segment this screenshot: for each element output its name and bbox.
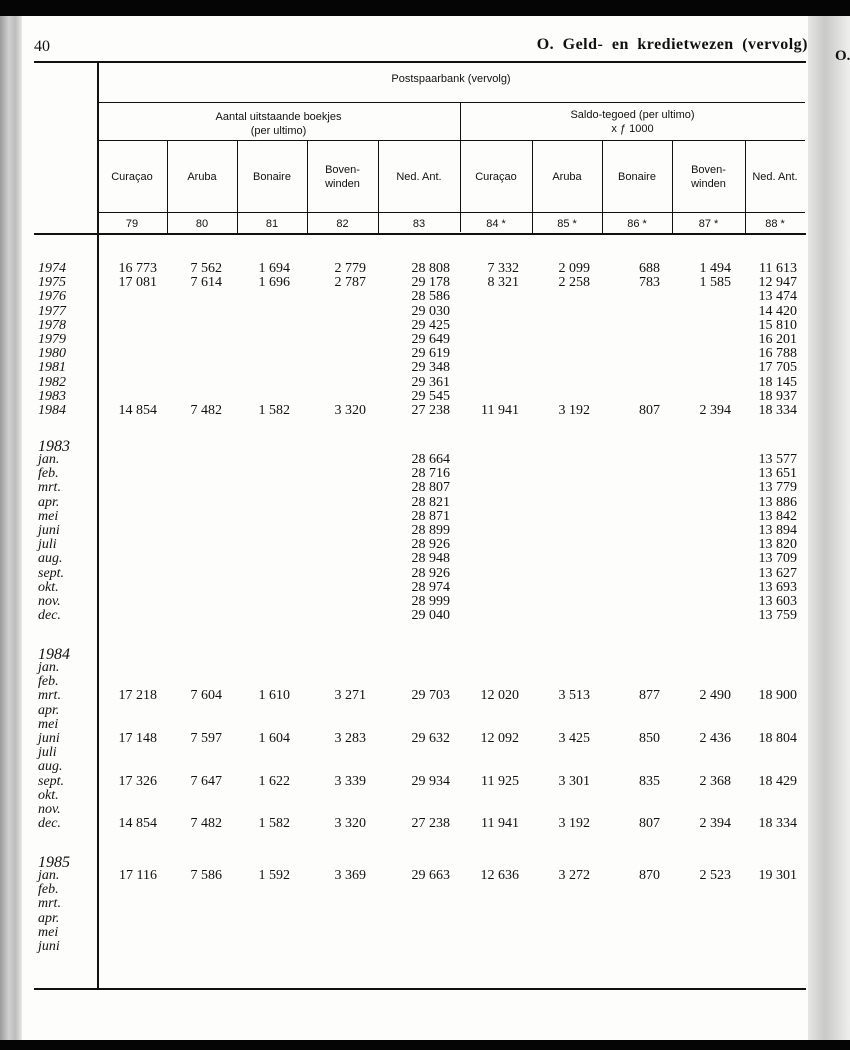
- table-cell: 11 925: [481, 773, 519, 789]
- table-cell: 12 020: [480, 688, 519, 704]
- table-cell: 29 178: [411, 275, 450, 291]
- table-cell: 3 369: [334, 868, 366, 883]
- table-cell: 13 894: [758, 523, 797, 538]
- table-cell: 18 900: [758, 688, 797, 704]
- table-cell: 14 854: [118, 403, 157, 418]
- column-header: Boven- winden: [691, 164, 726, 190]
- table-cell: 28 808: [411, 261, 450, 276]
- row-label: feb.: [38, 674, 59, 690]
- table-cell: 28 974: [411, 579, 450, 595]
- table-cell: 18 429: [758, 773, 797, 789]
- table-cell: 27 238: [411, 403, 450, 418]
- table-cell: 29 632: [411, 731, 450, 746]
- column-number: 80: [195, 218, 209, 230]
- group-label-line2: x ƒ 1000: [611, 123, 654, 135]
- table-cell: 29 348: [411, 360, 450, 376]
- column-header: Aruba: [552, 171, 582, 183]
- table-cell: 2 787: [334, 275, 366, 291]
- next-page-heading: O.: [835, 48, 850, 64]
- rule: [97, 212, 805, 213]
- table-cell: 29 040: [411, 608, 450, 624]
- row-label: feb.: [38, 466, 59, 482]
- column-header: Boven- winden: [325, 164, 360, 190]
- table-cell: 16 773: [118, 261, 157, 276]
- table-cell: 28 664: [411, 452, 450, 467]
- table-cell: 7 604: [190, 688, 222, 704]
- column-header: Curaçao: [111, 171, 153, 183]
- table-cell: 7 614: [190, 275, 222, 291]
- row-label: 1980: [38, 346, 66, 362]
- table-cell: 13 474: [758, 289, 797, 305]
- column-number: 88 *: [765, 218, 785, 230]
- table-cell: 13 693: [758, 579, 797, 595]
- table-cell: 28 926: [411, 565, 450, 581]
- table-cell: 3 271: [334, 688, 366, 704]
- table-cell: 1 585: [699, 275, 731, 291]
- table-cell: 29 425: [411, 317, 450, 333]
- table-cell: 807: [639, 403, 660, 418]
- table-cell: 18 145: [758, 374, 797, 390]
- section-year-heading: 1984: [38, 646, 70, 663]
- table-cell: 14 854: [118, 816, 157, 832]
- table-cell: 870: [639, 868, 660, 883]
- table-cell: 1 582: [258, 403, 290, 418]
- column-header: Aruba: [187, 171, 217, 183]
- group-header-saldo: [460, 108, 805, 136]
- table-cell: 1 604: [258, 731, 290, 746]
- row-label: 1975: [38, 275, 66, 291]
- row-label: mei: [38, 508, 59, 524]
- rule: [97, 102, 805, 103]
- row-label: apr.: [38, 702, 60, 718]
- table-cell: 688: [639, 261, 660, 276]
- row-label: mrt.: [38, 480, 61, 496]
- section-year-heading: 1985: [38, 854, 70, 871]
- table-cell: 13 709: [758, 551, 797, 567]
- table-cell: 28 807: [411, 480, 450, 496]
- table-cell: 13 651: [758, 466, 797, 482]
- table-cell: 28 948: [411, 551, 450, 567]
- stub-divider: [97, 62, 99, 988]
- page-binding: [0, 16, 22, 1040]
- column-number: 83: [412, 218, 426, 230]
- row-label: 1979: [38, 332, 66, 347]
- column-header: Bonaire: [618, 171, 656, 183]
- column-number: 84 *: [486, 218, 506, 230]
- table-cell: 17 148: [118, 731, 157, 746]
- table-cell: 1 592: [258, 868, 290, 883]
- table-cell: 29 703: [411, 688, 450, 704]
- table-cell: 1 610: [258, 688, 290, 704]
- row-label: nov.: [38, 594, 61, 609]
- row-label: juni: [38, 939, 60, 954]
- table-cell: 17 081: [118, 275, 157, 291]
- row-label: mei: [38, 924, 59, 940]
- next-page-edge: [808, 16, 850, 1040]
- table-cell: 29 030: [411, 303, 450, 319]
- table-cell: 27 238: [411, 816, 450, 832]
- row-label: juli: [38, 745, 57, 761]
- table-cell: 850: [639, 731, 660, 746]
- table-cell: 2 490: [699, 688, 731, 704]
- table-cell: 12 092: [480, 731, 519, 746]
- column-number: 87 *: [698, 218, 719, 230]
- table-cell: 18 334: [758, 816, 797, 832]
- row-label: aug.: [38, 759, 63, 775]
- table-cell: 28 821: [411, 494, 450, 510]
- table-cell: 13 779: [758, 480, 797, 496]
- table-cell: 7 647: [190, 773, 222, 789]
- table-cell: 3 513: [558, 688, 590, 704]
- table-cell: 17 705: [758, 360, 797, 376]
- row-label: apr.: [38, 910, 60, 926]
- row-label: 1978: [38, 317, 66, 333]
- table-cell: 14 420: [758, 303, 797, 319]
- row-label: aug.: [38, 551, 63, 567]
- column-number: 86 *: [627, 218, 647, 230]
- table-cell: 7 562: [190, 261, 222, 276]
- table-cell: 3 339: [334, 773, 366, 789]
- row-label: sept.: [38, 565, 65, 581]
- table-cell: 11 941: [481, 816, 519, 832]
- table-cell: 3 272: [558, 868, 590, 883]
- row-label: okt.: [38, 787, 59, 803]
- table-cell: 29 934: [411, 773, 450, 789]
- table-cell: 7 586: [190, 868, 222, 883]
- row-label: 1982: [38, 374, 66, 390]
- section-year-heading: 1983: [38, 438, 70, 455]
- table-cell: 29 663: [411, 868, 450, 883]
- rule-header-bottom: [34, 233, 806, 235]
- table-cell: 13 759: [758, 608, 797, 624]
- column-number: 79: [125, 218, 139, 230]
- table-cell: 835: [639, 773, 660, 789]
- row-label: feb.: [38, 882, 59, 898]
- table-cell: 7 332: [487, 261, 519, 276]
- table-cell: 29 545: [411, 388, 450, 404]
- table-cell: 13 820: [758, 537, 797, 553]
- table-cell: 7 597: [190, 731, 222, 746]
- table-cell: 11 941: [481, 403, 519, 418]
- row-label: 1984: [38, 403, 66, 418]
- row-label: jan.: [38, 868, 60, 883]
- table-cell: 12 636: [480, 868, 519, 883]
- table-title: Postspaarbank (vervolg): [391, 73, 511, 85]
- table-cell: 11 613: [759, 261, 797, 276]
- table-cell: 3 425: [558, 731, 590, 746]
- column-header: Ned. Ant.: [752, 171, 798, 183]
- table-cell: 7 482: [190, 816, 222, 832]
- table-cell: 13 577: [758, 452, 797, 467]
- table-cell: 8 321: [487, 275, 519, 291]
- table-cell: 1 622: [258, 773, 290, 789]
- table-cell: 3 320: [334, 816, 366, 832]
- table-cell: 13 603: [758, 594, 797, 609]
- table-cell: 2 394: [699, 816, 731, 832]
- scan-border-top: [0, 0, 850, 16]
- table-cell: 28 586: [411, 289, 450, 305]
- table-cell: 28 716: [411, 466, 450, 482]
- page-number: 40: [34, 38, 50, 55]
- table-cell: 1 494: [699, 261, 731, 276]
- table-cell: 16 788: [758, 346, 797, 362]
- row-label: apr.: [38, 494, 60, 510]
- table-cell: 1 582: [258, 816, 290, 832]
- table-cell: 7 482: [190, 403, 222, 418]
- column-number: 85 *: [557, 218, 577, 230]
- table-cell: 807: [639, 816, 660, 832]
- table-cell: 877: [639, 688, 660, 704]
- table-cell: 3 283: [334, 731, 366, 746]
- group-header-boekjes: [97, 110, 460, 138]
- table-cell: 2 394: [699, 403, 731, 418]
- table-cell: 2 779: [334, 261, 366, 276]
- table-cell: 2 258: [558, 275, 590, 291]
- rule-top: [34, 61, 806, 63]
- table-cell: 3 301: [558, 773, 590, 789]
- table-cell: 28 926: [411, 537, 450, 553]
- row-label: nov.: [38, 802, 61, 817]
- row-label: mrt.: [38, 688, 61, 704]
- page-title: O. Geld- en kredietwezen (vervolg): [536, 36, 808, 53]
- row-label: dec.: [38, 608, 61, 624]
- table-cell: 29 619: [411, 346, 450, 362]
- row-label: dec.: [38, 816, 61, 832]
- table-cell: 2 523: [699, 868, 731, 883]
- table-cell: 29 649: [411, 332, 450, 347]
- table-cell: 28 871: [411, 508, 450, 524]
- row-label: jan.: [38, 452, 60, 467]
- group-label-line2: (per ultimo): [250, 125, 307, 137]
- table-cell: 29 361: [411, 374, 450, 390]
- table-cell: 1 696: [258, 275, 290, 291]
- row-label: okt.: [38, 579, 59, 595]
- table-cell: 2 436: [699, 731, 731, 746]
- table-cell: 12 947: [758, 275, 797, 291]
- table-cell: 2 368: [699, 773, 731, 789]
- table-cell: 19 301: [758, 868, 797, 883]
- rule: [97, 140, 805, 141]
- table-cell: 18 937: [758, 388, 797, 404]
- row-label: juli: [38, 537, 57, 553]
- table-cell: 1 694: [258, 261, 290, 276]
- table-cell: 13 842: [758, 508, 797, 524]
- table-cell: 13 886: [758, 494, 797, 510]
- column-number: 81: [265, 218, 279, 230]
- table-cell: 3 192: [558, 403, 590, 418]
- column-header: Ned. Ant.: [396, 171, 442, 183]
- table-cell: 15 810: [758, 317, 797, 333]
- group-label-line1: Saldo-tegoed (per ultimo): [570, 109, 695, 121]
- table-cell: 17 218: [118, 688, 157, 704]
- row-label: juni: [38, 731, 60, 746]
- table-cell: 13 627: [758, 565, 797, 581]
- table-cell: 16 201: [758, 332, 797, 347]
- row-label: 1976: [38, 289, 66, 305]
- row-label: jan.: [38, 660, 60, 675]
- rule-bottom: [34, 988, 806, 990]
- row-label: 1981: [38, 360, 66, 376]
- row-label: 1977: [38, 303, 66, 319]
- row-label: 1974: [38, 261, 66, 276]
- scan-border-bottom: [0, 1040, 850, 1050]
- row-label: mei: [38, 716, 59, 732]
- group-label-line1: Aantal uitstaande boekjes: [215, 111, 342, 123]
- table-cell: 3 192: [558, 816, 590, 832]
- table-cell: 3 320: [334, 403, 366, 418]
- column-header: Curaçao: [475, 171, 517, 183]
- table-cell: 18 804: [758, 731, 797, 746]
- column-header: Bonaire: [253, 171, 291, 183]
- row-label: mrt.: [38, 896, 61, 912]
- table-cell: 18 334: [758, 403, 797, 418]
- table-cell: 17 116: [119, 868, 157, 883]
- row-label: juni: [38, 523, 60, 538]
- table-cell: 2 099: [558, 261, 590, 276]
- row-label: 1983: [38, 388, 66, 404]
- table-cell: 783: [639, 275, 660, 291]
- table-cell: 28 999: [411, 594, 450, 609]
- column-number: 82: [336, 218, 349, 230]
- table-cell: 28 899: [411, 523, 450, 538]
- table-cell: 17 326: [118, 773, 157, 789]
- row-label: sept.: [38, 773, 65, 789]
